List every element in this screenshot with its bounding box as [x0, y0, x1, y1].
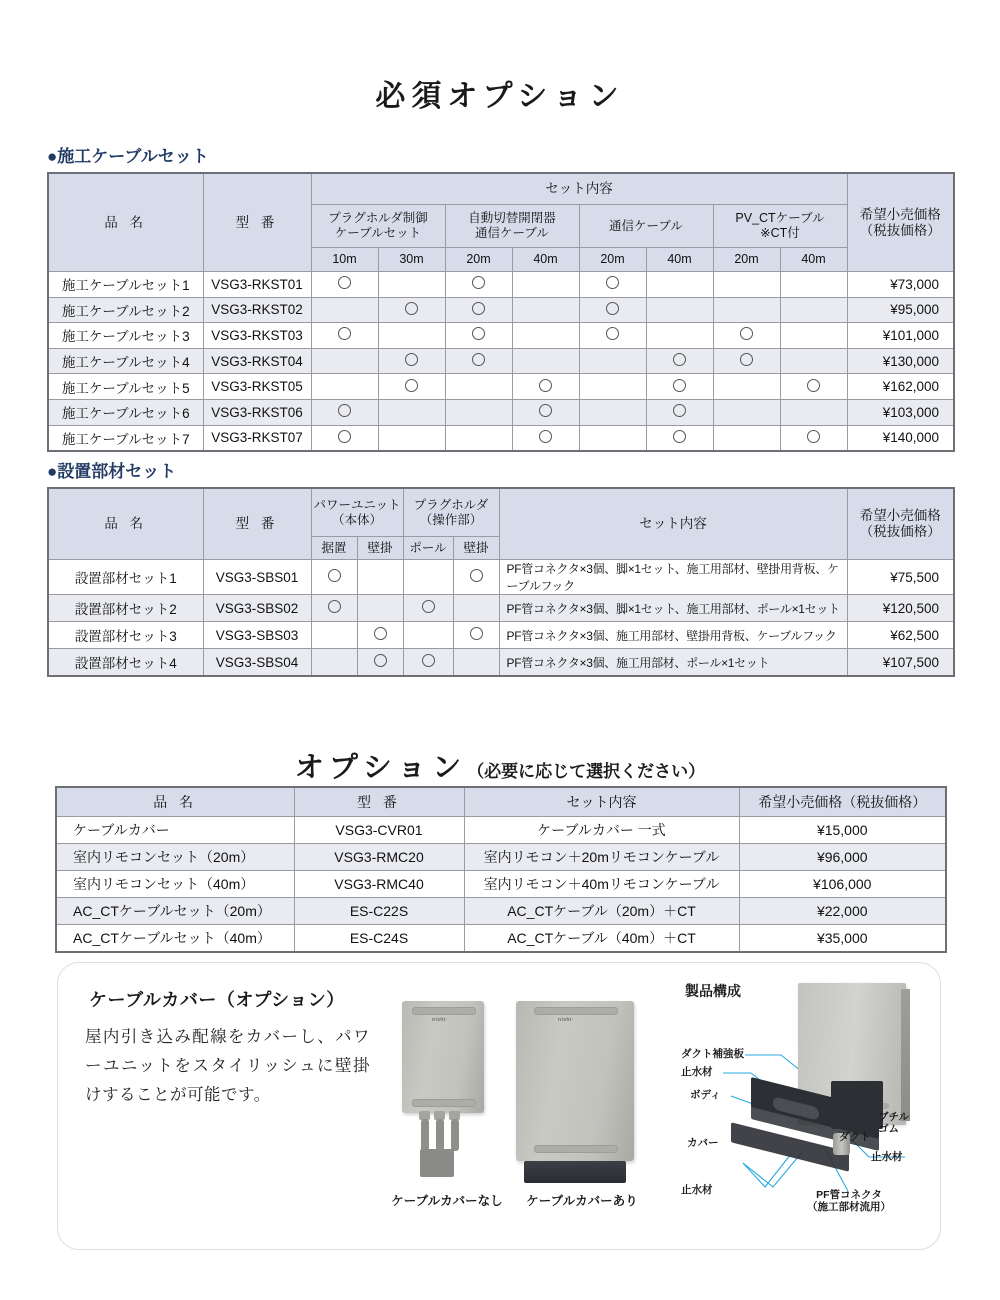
cell-price: ¥106,000	[739, 871, 946, 898]
cell-mark-5	[646, 297, 713, 323]
table-row	[56, 844, 946, 871]
cell-name: 施工ケーブルセット2	[48, 297, 203, 323]
table-row	[48, 374, 954, 400]
cell-model: VSG3-RKST07	[203, 425, 311, 451]
cell-mark-7	[780, 272, 847, 298]
table-row	[48, 649, 954, 677]
table-row	[48, 622, 954, 649]
table-row	[48, 425, 954, 451]
th2-sub-2: ポール	[403, 537, 453, 560]
photo-with-cable-cover: nishi·	[510, 993, 650, 1183]
check-circle	[338, 404, 351, 417]
check-circle	[673, 379, 686, 392]
cell-mark-5	[646, 374, 713, 400]
check-circle	[539, 379, 552, 392]
check-circle	[422, 600, 435, 613]
cell-mark-6	[713, 297, 780, 323]
cell-mark-6	[713, 348, 780, 374]
card-text-block	[85, 991, 370, 1110]
check-circle	[673, 430, 686, 443]
th2-group-plug-holder	[403, 488, 499, 537]
th2-set-contents: セット内容	[499, 488, 847, 560]
cell-content: PF管コネクタ×3個、脚×1セット、施工用部材、ポール×1セット	[499, 595, 847, 622]
cable-cover-info-card	[57, 962, 941, 1250]
th2-name: 品 名	[48, 488, 203, 560]
cell-mark-7	[780, 323, 847, 349]
th2-g1-l1: パワーユニット	[313, 497, 401, 512]
cell-mark-2	[445, 323, 512, 349]
cell-mark-3	[512, 374, 579, 400]
diagram-label-waterstop-top: 止水材	[681, 1066, 713, 1078]
diagram-label-cover: カバー	[687, 1137, 719, 1149]
cell-mark-5	[646, 348, 713, 374]
cell-name: 設置部材セット1	[48, 560, 203, 595]
th-set-contents: セット内容	[311, 173, 847, 205]
cell-mark-3	[512, 399, 579, 425]
th-group-comm-cable: 通信ケーブル	[579, 205, 713, 248]
cell-content: AC_CTケーブル（40m）＋CT	[464, 925, 739, 953]
diagram-label-butyl-rubber	[878, 1111, 909, 1135]
th-group-auto-switch	[445, 205, 579, 248]
th3-set-contents: セット内容	[464, 787, 739, 817]
cell-model: VSG3-RKST06	[203, 399, 311, 425]
butyl-l2: ゴム	[878, 1123, 899, 1136]
th2-sub-1: 壁掛	[357, 537, 403, 560]
cell-name: 施工ケーブルセット1	[48, 272, 203, 298]
check-circle	[606, 327, 619, 340]
cell-mark-3	[453, 560, 499, 595]
cell-mark-6	[713, 272, 780, 298]
th-len-1: 30m	[378, 248, 445, 272]
cell-mark-7	[780, 348, 847, 374]
options-table	[55, 786, 947, 953]
cell-name: 室内リモコンセット（20m）	[56, 844, 294, 871]
cell-mark-6	[713, 425, 780, 451]
pf-l1: PF管コネクタ	[816, 1189, 882, 1201]
cell-price: ¥73,000	[847, 272, 954, 298]
th-len-7: 40m	[780, 248, 847, 272]
cell-model: VSG3-SBS02	[203, 595, 311, 622]
check-circle	[472, 302, 485, 315]
cell-mark-5	[646, 272, 713, 298]
check-circle	[328, 569, 341, 582]
th-len-0: 10m	[311, 248, 378, 272]
check-circle	[606, 302, 619, 315]
cell-mark-3	[512, 297, 579, 323]
check-circle	[472, 276, 485, 289]
th2-g1-l2: （本体）	[332, 512, 383, 527]
section-heading-installation-parts-set: ●設置部材セット	[47, 462, 177, 481]
cell-mark-4	[579, 348, 646, 374]
cell-model: VSG3-CVR01	[294, 817, 464, 844]
table-row	[56, 871, 946, 898]
caption-without-cover: ケーブルカバーなし	[391, 1194, 503, 1208]
cell-mark-2	[445, 297, 512, 323]
cell-model: ES-C24S	[294, 925, 464, 953]
cell-mark-3	[512, 348, 579, 374]
cell-name: 施工ケーブルセット3	[48, 323, 203, 349]
cell-name: ケーブルカバー	[56, 817, 294, 844]
th2-group-power-unit	[311, 488, 403, 537]
cell-mark-3	[453, 649, 499, 677]
cell-model: ES-C22S	[294, 898, 464, 925]
cell-mark-1	[378, 374, 445, 400]
caption-with-cover: ケーブルカバーあり	[526, 1194, 638, 1208]
cell-name: 室内リモコンセット（40m）	[56, 871, 294, 898]
cell-mark-0	[311, 323, 378, 349]
check-circle	[673, 353, 686, 366]
option-title: オプション	[294, 752, 468, 784]
check-circle	[539, 430, 552, 443]
th-g4-l2: ※CT付	[760, 226, 800, 240]
butyl-l1: ブチル	[878, 1111, 909, 1123]
diagram-title: 製品構成	[685, 983, 741, 999]
cell-mark-0	[311, 649, 357, 677]
diagram-label-duct-plate: ダクト補強板	[681, 1048, 744, 1060]
check-circle	[405, 379, 418, 392]
cell-name: 施工ケーブルセット5	[48, 374, 203, 400]
cell-mark-1	[357, 560, 403, 595]
th-len-6: 20m	[713, 248, 780, 272]
th-g2-l1: 自動切替開閉器	[468, 211, 556, 226]
cell-mark-1	[357, 595, 403, 622]
cell-mark-4	[579, 297, 646, 323]
cell-price: ¥130,000	[847, 348, 954, 374]
cell-model: VSG3-SBS03	[203, 622, 311, 649]
th-len-2: 20m	[445, 248, 512, 272]
check-circle	[422, 654, 435, 667]
table-row	[56, 817, 946, 844]
cell-mark-0	[311, 560, 357, 595]
cell-model: VSG3-SBS04	[203, 649, 311, 677]
cell-mark-1	[378, 425, 445, 451]
cell-mark-3	[512, 425, 579, 451]
check-circle	[606, 276, 619, 289]
table-row	[56, 898, 946, 925]
cell-mark-0	[311, 348, 378, 374]
cell-name: AC_CTケーブルセット（20m）	[56, 898, 294, 925]
cell-mark-1	[378, 323, 445, 349]
cell-mark-4	[579, 272, 646, 298]
cell-content: PF管コネクタ×3個、脚×1セット、施工用部材、壁掛用背板、ケーブルフック	[499, 560, 847, 595]
th-len-4: 20m	[579, 248, 646, 272]
cell-mark-2	[403, 560, 453, 595]
cell-mark-2	[445, 374, 512, 400]
check-circle	[807, 430, 820, 443]
cell-mark-4	[579, 425, 646, 451]
th2-sub-0: 据置	[311, 537, 357, 560]
cell-mark-4	[579, 399, 646, 425]
cell-mark-2	[445, 348, 512, 374]
th2-price-l1: 希望小売価格	[859, 508, 941, 524]
cell-mark-7	[780, 374, 847, 400]
cell-mark-1	[378, 399, 445, 425]
th-model: 型 番	[203, 173, 311, 272]
cell-content: 室内リモコン＋20mリモコンケーブル	[464, 844, 739, 871]
cell-content: PF管コネクタ×3個、施工用部材、ポール×1セット	[499, 649, 847, 677]
diagram-label-waterstop-bottom: 止水材	[681, 1184, 713, 1196]
cell-mark-0	[311, 425, 378, 451]
cell-name: AC_CTケーブルセット（40m）	[56, 925, 294, 953]
check-circle	[470, 627, 483, 640]
th-price-line2: （税抜価格）	[859, 222, 941, 238]
th2-sub-3: 壁掛	[453, 537, 499, 560]
cell-price: ¥107,500	[847, 649, 954, 677]
cell-price: ¥96,000	[739, 844, 946, 871]
cell-mark-4	[579, 374, 646, 400]
tbl3-body	[56, 817, 946, 953]
diagram-label-duct: ダクト	[839, 1131, 871, 1143]
product-photos	[370, 981, 662, 1231]
table-row	[48, 297, 954, 323]
cell-mark-2	[445, 399, 512, 425]
cell-content: PF管コネクタ×3個、施工用部材、壁掛用背板、ケーブルフック	[499, 622, 847, 649]
cell-mark-7	[780, 297, 847, 323]
th3-name: 品 名	[56, 787, 294, 817]
th2-price-l2: （税抜価格）	[859, 524, 941, 539]
check-circle	[539, 404, 552, 417]
check-circle	[472, 353, 485, 366]
cell-mark-3	[453, 622, 499, 649]
th-g1-l1: プラグホルダ制御	[328, 211, 428, 226]
diagram-label-body: ボディ	[690, 1089, 721, 1101]
cell-mark-1	[378, 348, 445, 374]
photo-without-cable-cover: nishi·	[392, 993, 502, 1183]
table-row	[48, 595, 954, 622]
cell-model: VSG3-RKST01	[203, 272, 311, 298]
cell-price: ¥101,000	[847, 323, 954, 349]
th-g2-l2: 通信ケーブル	[475, 226, 549, 240]
diagram-label-waterstop-right: 止水材	[871, 1151, 903, 1163]
check-circle	[740, 327, 753, 340]
cell-content: AC_CTケーブル（20m）＋CT	[464, 898, 739, 925]
option-title-subtitle: （必要に応じて選択ください）	[467, 762, 706, 781]
cell-model: VSG3-RKST04	[203, 348, 311, 374]
table-row	[48, 323, 954, 349]
th2-price	[847, 488, 954, 560]
table-row	[48, 272, 954, 298]
th-len-3: 40m	[512, 248, 579, 272]
section-heading-construction-cable-set: ●施工ケーブルセット	[47, 147, 209, 166]
construction-cable-set-table	[47, 172, 955, 452]
th-g4-l1: PV_CTケーブル	[735, 211, 825, 226]
cell-model: VSG3-RKST02	[203, 297, 311, 323]
cell-mark-1	[378, 297, 445, 323]
cell-mark-6	[713, 399, 780, 425]
th-group-pvct-cable	[713, 205, 847, 248]
th3-price: 希望小売価格（税抜価格）	[739, 787, 946, 817]
product-structure-diagram	[673, 971, 935, 1246]
cell-mark-0	[311, 399, 378, 425]
cell-model: VSG3-RKST05	[203, 374, 311, 400]
check-circle	[673, 404, 686, 417]
th-name: 品 名	[48, 173, 203, 272]
cell-price: ¥75,500	[847, 560, 954, 595]
cell-name: 施工ケーブルセット4	[48, 348, 203, 374]
cell-price: ¥15,000	[739, 817, 946, 844]
cell-content: 室内リモコン＋40mリモコンケーブル	[464, 871, 739, 898]
th2-model: 型 番	[203, 488, 311, 560]
cell-mark-7	[780, 425, 847, 451]
check-circle	[374, 654, 387, 667]
cell-mark-0	[311, 622, 357, 649]
table-row	[56, 925, 946, 953]
cell-mark-2	[403, 622, 453, 649]
cell-name: 設置部材セット3	[48, 622, 203, 649]
cell-price: ¥162,000	[847, 374, 954, 400]
cell-model: VSG3-RMC20	[294, 844, 464, 871]
cell-mark-0	[311, 374, 378, 400]
table-row	[48, 399, 954, 425]
cell-mark-6	[713, 323, 780, 349]
cell-mark-3	[453, 595, 499, 622]
cell-mark-5	[646, 425, 713, 451]
diagram-label-pf-connector	[807, 1189, 891, 1213]
cell-mark-2	[445, 425, 512, 451]
cell-mark-1	[378, 272, 445, 298]
cell-price: ¥22,000	[739, 898, 946, 925]
th-len-5: 40m	[646, 248, 713, 272]
cell-name: 施工ケーブルセット6	[48, 399, 203, 425]
cell-mark-3	[512, 272, 579, 298]
tbl2-body	[48, 560, 954, 677]
check-circle	[807, 379, 820, 392]
cell-model: VSG3-SBS01	[203, 560, 311, 595]
cell-name: 設置部材セット2	[48, 595, 203, 622]
cell-price: ¥103,000	[847, 399, 954, 425]
cell-mark-1	[357, 649, 403, 677]
cell-price: ¥140,000	[847, 425, 954, 451]
cell-price: ¥95,000	[847, 297, 954, 323]
cell-mark-3	[512, 323, 579, 349]
check-circle	[338, 430, 351, 443]
check-circle	[740, 353, 753, 366]
th-g1-l2: ケーブルセット	[334, 226, 422, 240]
cell-price: ¥35,000	[739, 925, 946, 953]
check-circle	[338, 276, 351, 289]
card-body-text: 屋内引き込み配線をカバーし、パワーユニットをスタイリッシュに壁掛けすることが可能です。	[85, 1028, 370, 1104]
cell-name: 設置部材セット4	[48, 649, 203, 677]
th3-model: 型 番	[294, 787, 464, 817]
cell-model: VSG3-RKST03	[203, 323, 311, 349]
cell-mark-6	[713, 374, 780, 400]
cell-mark-5	[646, 323, 713, 349]
cell-content: ケーブルカバー 一式	[464, 817, 739, 844]
cell-mark-0	[311, 595, 357, 622]
cell-price: ¥62,500	[847, 622, 954, 649]
option-title-block	[0, 730, 1000, 783]
cell-model: VSG3-RMC40	[294, 871, 464, 898]
cell-mark-2	[403, 649, 453, 677]
cell-mark-2	[403, 595, 453, 622]
check-circle	[405, 353, 418, 366]
cell-mark-0	[311, 297, 378, 323]
th-price	[847, 173, 954, 272]
cell-name: 施工ケーブルセット7	[48, 425, 203, 451]
check-circle	[405, 302, 418, 315]
cell-mark-2	[445, 272, 512, 298]
table-row	[48, 560, 954, 595]
cell-mark-1	[357, 622, 403, 649]
cell-mark-0	[311, 272, 378, 298]
card-title: ケーブルカバー（オプション）	[89, 990, 345, 1010]
page-title: 必須オプション	[375, 80, 625, 113]
th-group-plug-holder	[311, 205, 445, 248]
pf-l2: （施工部材流用）	[807, 1201, 891, 1214]
cell-price: ¥120,500	[847, 595, 954, 622]
table-row	[48, 348, 954, 374]
th-price-line1: 希望小売価格	[859, 206, 941, 222]
cell-mark-7	[780, 399, 847, 425]
cell-mark-5	[646, 399, 713, 425]
check-circle	[328, 600, 341, 613]
check-circle	[338, 327, 351, 340]
cell-mark-4	[579, 323, 646, 349]
installation-parts-set-table	[47, 487, 955, 677]
th2-g2-l1: プラグホルダ	[413, 497, 489, 512]
check-circle	[470, 569, 483, 582]
check-circle	[374, 627, 387, 640]
th2-g2-l2: （操作部）	[419, 512, 483, 527]
tbl1-body	[48, 272, 954, 452]
check-circle	[472, 327, 485, 340]
